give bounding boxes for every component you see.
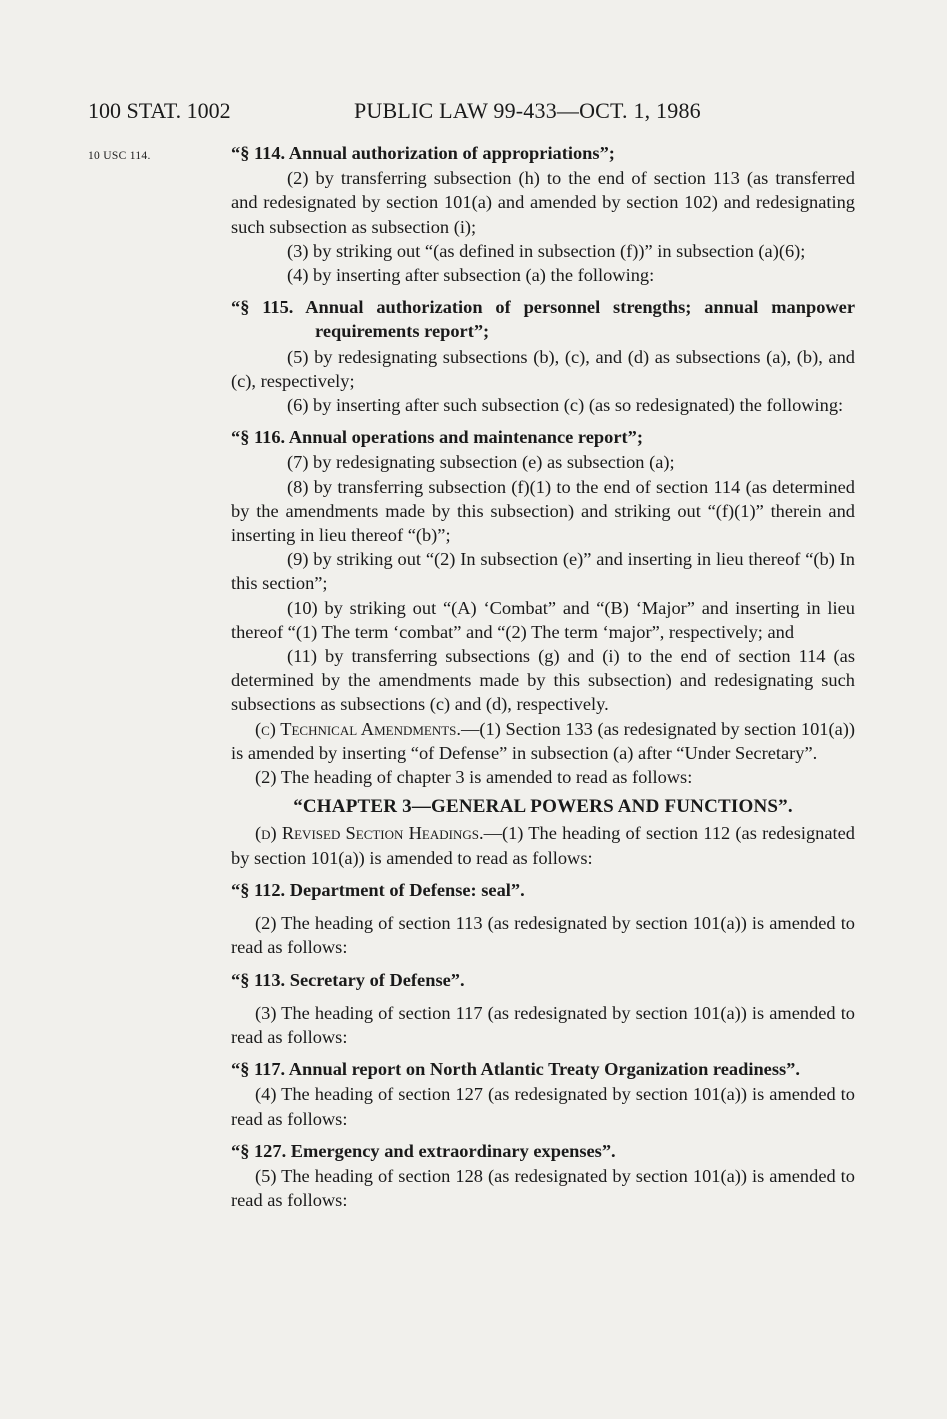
section-heading-115: “§ 115. Annual authorization of personnel strengths; annual manpower requirements report”; — [231, 297, 855, 342]
paragraph-8: (8) by transferring subsection (f)(1) to the end of section 114 (as determined by the amendments made by this subsection) and striking out “(f)(1)” therein and inserting in lieu thereof “(b)”; — [231, 476, 855, 546]
document-body — [231, 141, 855, 1212]
section-heading-114: “§ 114. Annual authorization of appropriations”; — [231, 143, 615, 163]
subsection-d-label: (d) Revised Section Headings. — [255, 823, 484, 844]
paragraph-6: (6) by inserting after such subsection (c) (as so redesignated) the following: — [287, 395, 844, 416]
public-law-title: PUBLIC LAW 99-433—OCT. 1, 1986 — [354, 98, 701, 123]
chapter-heading: “CHAPTER 3—GENERAL POWERS AND FUNCTIONS”. — [293, 796, 793, 818]
subsection-d-2: (2) The heading of section 113 (as redesignated by section 101(a)) is amended to read as follows: — [231, 913, 855, 958]
subsection-d-5: (5) The heading of section 128 (as redesignated by section 101(a)) is amended to read as follows: — [231, 1165, 855, 1211]
paragraph-11: (11) by transferring subsections (g) and (i) to the end of section 114 (as determined by the amendments made by this subsection) and redesignating such subsections as subsections (c) and (d), respectively. — [231, 646, 855, 715]
paragraph-5: (5) by redesignating subsections (b), (c), and (d) as subsections (a), (b), and (c), respectively; — [231, 346, 855, 391]
subsection-d-4: (4) The heading of section 127 (as redesignated by section 101(a)) is amended to read as follows: — [231, 1084, 855, 1129]
subsection-c-2: (2) The heading of chapter 3 is amended to read as follows: — [255, 767, 693, 788]
subsection-c — [231, 717, 855, 765]
section-heading-112: “§ 112. Department of Defense: seal”. — [231, 879, 525, 900]
paragraph-10: (10) by striking out “(A) ‘Combat” and “(B) ‘Major” and inserting in lieu thereof “(1) The term ‘combat” and “(2) The term ‘major”, respectively; and — [231, 597, 855, 642]
subsection-d — [231, 821, 855, 869]
usc-margin-note: 10 USC 114. — [88, 150, 151, 162]
paragraph-4: (4) by inserting after subsection (a) the following: — [287, 265, 655, 286]
subsection-c-label: (c) Technical Amendments. — [255, 718, 462, 739]
subsection-d-3: (3) The heading of section 117 (as redesignated by section 101(a)) is amended to read as follows: — [231, 1002, 855, 1047]
paragraph-9: (9) by striking out “(2) In subsection (e)” and inserting in lieu thereof “(b) In this section”; — [231, 549, 855, 594]
section-heading-117: “§ 117. Annual report on North Atlantic Treaty Organization readiness”. — [231, 1059, 800, 1080]
paragraph-7: (7) by redesignating subsection (e) as subsection (a); — [287, 452, 675, 473]
section-heading-113: “§ 113. Secretary of Defense”. — [231, 969, 465, 990]
subsection-d-text: —(1) The heading of section 112 (as redesignated by section 101(a)) is amended to read as follows: — [231, 823, 856, 868]
section-heading-127: “§ 127. Emergency and extraordinary expenses”. — [231, 1140, 616, 1161]
section-heading-116: “§ 116. Annual operations and maintenance report”; — [231, 427, 643, 448]
stat-page-number: 100 STAT. 1002 — [88, 98, 231, 123]
paragraph-3: (3) by striking out “(as defined in subsection (f))” in subsection (a)(6); — [287, 240, 806, 261]
subsection-c-text: —(1) Section 133 (as redesignated by section 101(a)) is amended by inserting “of Defense” in subsection (a) after “Under Secretary”. — [231, 718, 856, 763]
paragraph-2: (2) by transferring subsection (h) to the end of section 113 (as transferred and redesignated by section 101(a) and amended by section 102) and redesignating such subsection as subsection (i); — [231, 168, 855, 237]
